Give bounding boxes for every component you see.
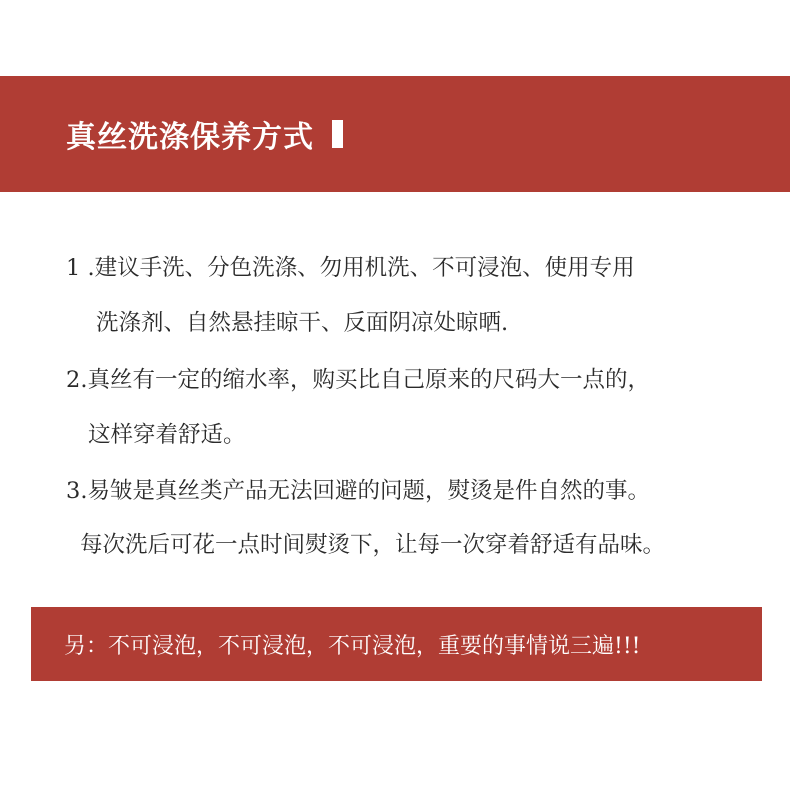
instruction-2-line-1: 2.真丝有一定的缩水率，购买比自己原来的尺码大一点的， <box>66 367 650 393</box>
instruction-1-line-1: 1 .建议手洗、分色洗涤、勿用机洗、不可浸泡、使用专用 <box>66 255 635 281</box>
footer-note: 另：不可浸泡，不可浸泡，不可浸泡，重要的事情说三遍!!! <box>64 633 641 659</box>
title-bar-decoration <box>332 120 343 148</box>
instruction-2-line-2: 这样穿着舒适。 <box>88 422 246 448</box>
header-banner <box>0 76 790 192</box>
header-title-wrap <box>66 76 343 192</box>
instruction-3-line-2: 每次洗后可花一点时间熨烫下，让每一次穿着舒适有品味。 <box>80 532 666 558</box>
footer-banner <box>31 607 762 681</box>
instruction-1-line-2: 洗涤剂、自然悬挂晾干、反面阴凉处晾晒. <box>96 310 509 336</box>
instruction-3-line-1: 3.易皱是真丝类产品无法回避的问题，熨烫是件自然的事。 <box>66 478 650 504</box>
page-title: 真丝洗涤保养方式 <box>66 120 314 155</box>
